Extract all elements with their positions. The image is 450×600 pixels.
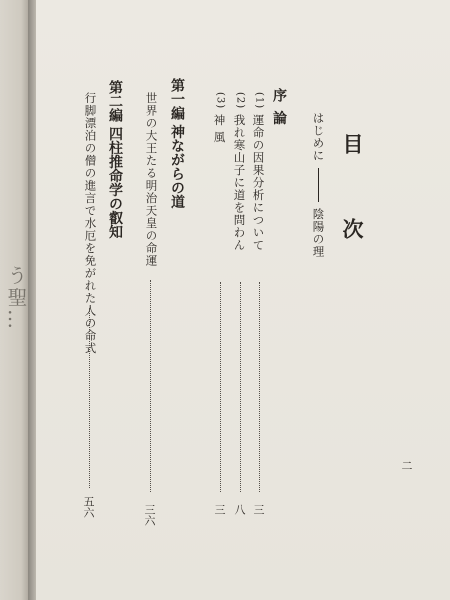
preface-item-3	[213, 92, 225, 143]
item-text: 我れ寒山子に道を問わん	[232, 113, 247, 252]
preface-item-1	[252, 92, 264, 251]
leader-dots	[240, 282, 241, 492]
page-number: 三	[213, 504, 226, 515]
chapter2-heading: 第二編 四柱推命学の叡知	[107, 80, 123, 239]
leader-dots	[89, 308, 90, 488]
page-number: 三六	[143, 504, 156, 526]
toc-title-char1: 目	[340, 133, 365, 154]
page-number: 五六	[82, 496, 95, 518]
preface-heading: 序 論	[271, 88, 287, 127]
page-number: 二	[400, 460, 413, 471]
leader-dots	[259, 282, 260, 492]
intro-entry	[312, 112, 324, 258]
item-number: (2)	[234, 92, 246, 110]
left-page-text: う聖…	[4, 265, 28, 331]
chapter1-heading: 第一編 神ながらの道	[169, 78, 185, 209]
chapter2-subentry: 行脚漂泊の僧の進言で水厄を免がれた人の命式	[83, 92, 98, 355]
left-page-edge	[0, 0, 30, 600]
em-dash	[318, 168, 320, 202]
intro-part1: はじめに	[311, 112, 326, 162]
toc-title-char2: 次	[340, 218, 365, 239]
leader-dots	[150, 280, 151, 492]
leader-dots	[220, 282, 221, 492]
item-number: (1)	[253, 92, 265, 110]
intro-part2: 陰陽の理	[311, 208, 326, 258]
page-number: 八	[233, 504, 246, 515]
preface-item-2	[233, 92, 245, 251]
item-text: 神 風	[212, 113, 227, 144]
chapter1-subentry: 世界の大王たる明治天皇の命運	[144, 92, 159, 267]
item-number: (3)	[214, 92, 226, 110]
toc-page	[36, 0, 450, 600]
item-text: 運命の因果分析について	[251, 113, 266, 252]
page-number: 三	[252, 504, 265, 515]
